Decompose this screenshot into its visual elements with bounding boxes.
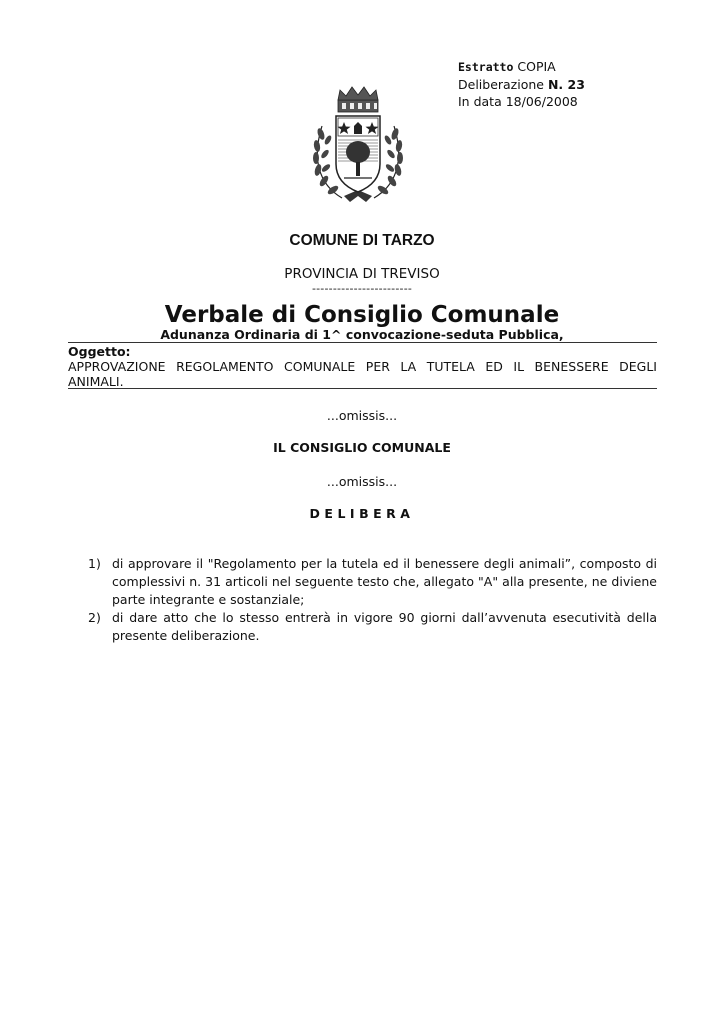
oggetto-label: Oggetto:	[68, 344, 131, 359]
deliberation-item	[88, 555, 657, 609]
oggetto-bottom-rule	[68, 388, 657, 389]
oggetto-text: APPROVAZIONE REGOLAMENTO COMUNALE PER LA TUTELA ED IL BENESSERE DEGLI ANIMALI.	[68, 359, 657, 389]
omissis-second: ...omissis...	[326, 474, 398, 489]
comune-name: COMUNE DI TARZO	[289, 232, 435, 249]
copy-stamp	[458, 58, 585, 110]
provincia-name: PROVINCIA DI TREVISO	[284, 266, 440, 282]
estratto-label: Estratto	[458, 60, 514, 74]
stamp-line-2	[458, 76, 585, 93]
consiglio-heading: IL CONSIGLIO COMUNALE	[273, 440, 451, 455]
item-text: di approvare il "Regolamento per la tutela ed il benessere degli animali”, composto di complessivi n. 31 articoli nel seguente testo che, allegato "A" alla presente, ne diviene parte integrante e sostanziale;	[112, 556, 657, 607]
document-subtitle: Adunanza Ordinaria di 1^ convocazione-seduta Pubblica,	[160, 327, 564, 342]
document-title: Verbale di Consiglio Comunale	[164, 302, 560, 328]
delibera-heading: DELIBERA	[309, 506, 415, 521]
deliberazione-number: N. 23	[547, 77, 585, 92]
separator-dashes: ------------------------	[311, 282, 413, 295]
item-text: di dare atto che lo stesso entrerà in vigore 90 giorni dall’avvenuta esecutività della presente deliberazione.	[112, 610, 657, 643]
deliberation-item	[88, 609, 657, 645]
oggetto-section	[68, 344, 657, 389]
deliberazione-date: In data 18/06/2008	[458, 94, 578, 109]
deliberation-items	[88, 555, 657, 645]
coat-of-arms-icon	[304, 84, 412, 206]
deliberazione-label: Deliberazione	[458, 77, 544, 92]
item-number: 2)	[88, 610, 101, 625]
omissis-first: ...omissis...	[326, 408, 398, 423]
oggetto-top-rule	[68, 342, 657, 343]
item-number: 1)	[88, 556, 101, 571]
stamp-line-1	[458, 58, 585, 76]
copia-label: COPIA	[517, 59, 556, 74]
